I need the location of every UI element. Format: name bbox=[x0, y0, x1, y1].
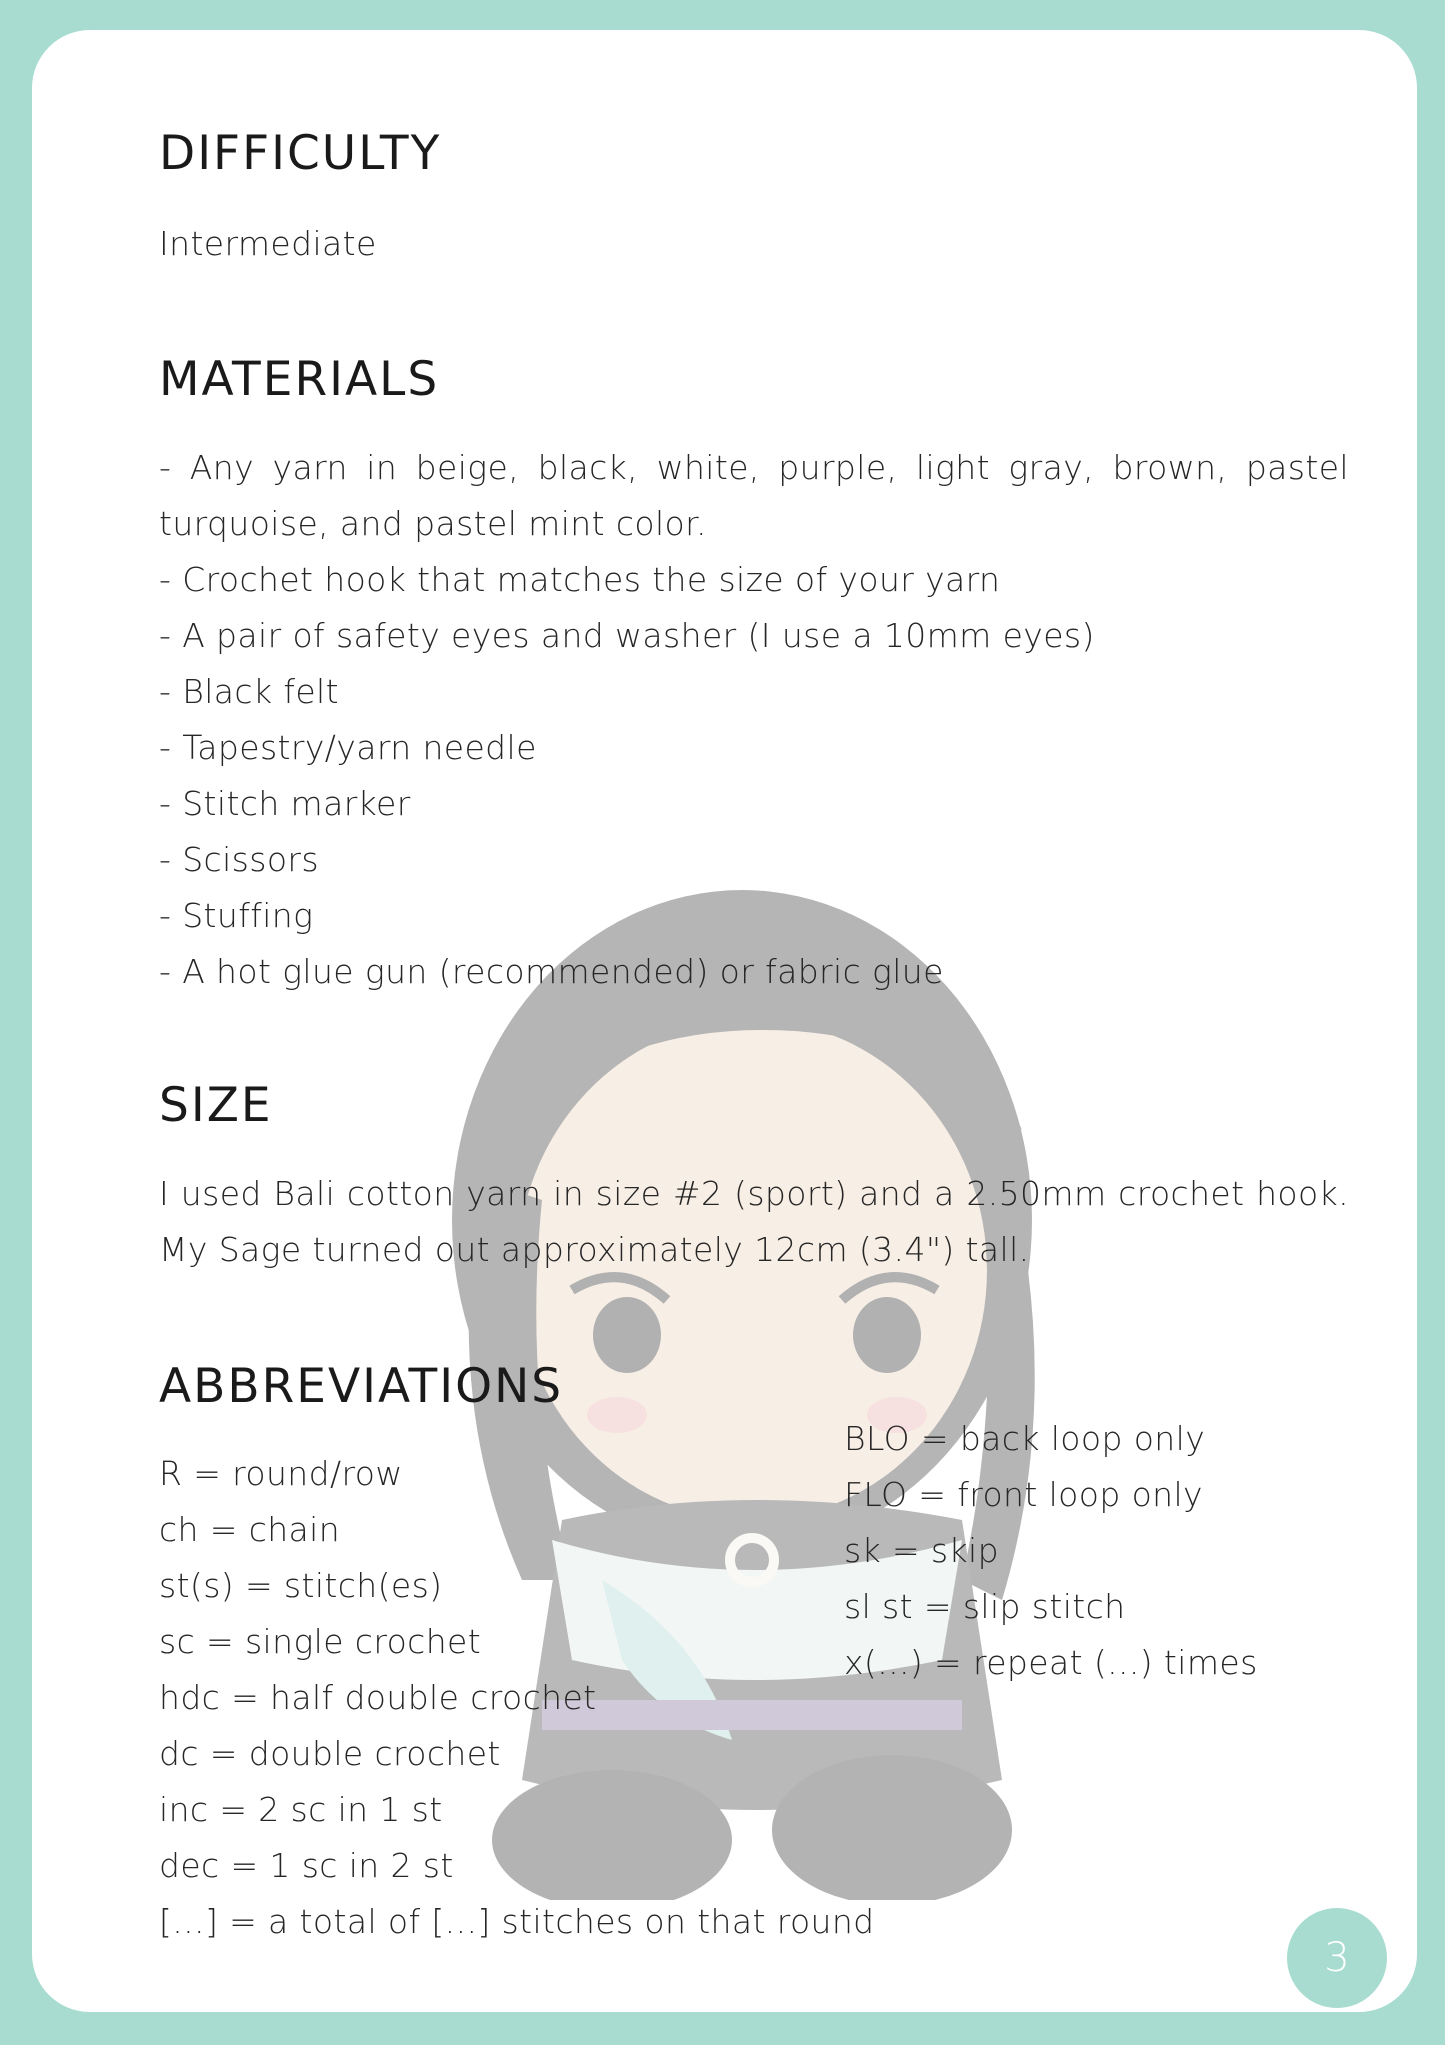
abbreviation-item: ch = chain bbox=[159, 1510, 341, 1549]
abbreviation-item: sc = single crochet bbox=[159, 1622, 482, 1661]
size-heading: SIZE bbox=[159, 1078, 273, 1133]
materials-item: - Black felt bbox=[159, 672, 339, 711]
abbreviations-right-column bbox=[844, 1411, 1258, 1691]
abbreviation-item: sk = skip bbox=[844, 1531, 999, 1570]
abbreviation-item: sl st = slip stitch bbox=[844, 1587, 1126, 1626]
materials-item: - A hot glue gun (recommended) or fabric glue bbox=[159, 952, 944, 991]
abbreviation-item: dec = 1 sc in 2 st bbox=[159, 1846, 454, 1885]
page-number-badge: 3 bbox=[1287, 1908, 1387, 2008]
abbreviation-item: x(...) = repeat (...) times bbox=[844, 1643, 1258, 1682]
abbreviation-item: FLO = front loop only bbox=[844, 1475, 1203, 1514]
materials-item: - Stitch marker bbox=[159, 784, 411, 823]
materials-heading: MATERIALS bbox=[159, 352, 440, 407]
materials-item: - Tapestry/yarn needle bbox=[159, 728, 537, 767]
materials-item: - Scissors bbox=[159, 840, 319, 879]
abbreviation-item: R = round/row bbox=[159, 1454, 403, 1493]
abbreviation-item: BLO = back loop only bbox=[844, 1419, 1206, 1458]
difficulty-value: Intermediate bbox=[159, 224, 377, 263]
abbreviation-item: hdc = half double crochet bbox=[159, 1678, 597, 1717]
difficulty-heading: DIFFICULTY bbox=[159, 126, 442, 181]
abbreviation-item: st(s) = stitch(es) bbox=[159, 1566, 443, 1605]
abbreviation-item: inc = 2 sc in 1 st bbox=[159, 1790, 443, 1829]
page-card bbox=[32, 30, 1417, 2012]
abbreviation-item: dc = double crochet bbox=[159, 1734, 501, 1773]
abbreviation-item: [...] = a total of [...] stitches on that round bbox=[159, 1902, 875, 1941]
abbreviations-left-column bbox=[159, 1446, 875, 1950]
materials-item: - Crochet hook that matches the size of your yarn bbox=[159, 560, 1001, 599]
size-text: I used Bali cotton yarn in size #2 (sport) and a 2.50mm crochet hook. My Sage turned out approximately 12cm (3.4") tall. bbox=[159, 1174, 1349, 1269]
materials-intro: - Any yarn in beige, black, white, purple, light gray, brown, pastel turquoise, and pastel mint color. bbox=[159, 448, 1349, 543]
materials-item: - Stuffing bbox=[159, 896, 314, 935]
abbreviations-heading: ABBREVIATIONS bbox=[159, 1359, 564, 1414]
materials-list bbox=[159, 440, 1349, 1000]
materials-items bbox=[159, 552, 1349, 1000]
materials-item: - A pair of safety eyes and washer (I use a 10mm eyes) bbox=[159, 616, 1095, 655]
